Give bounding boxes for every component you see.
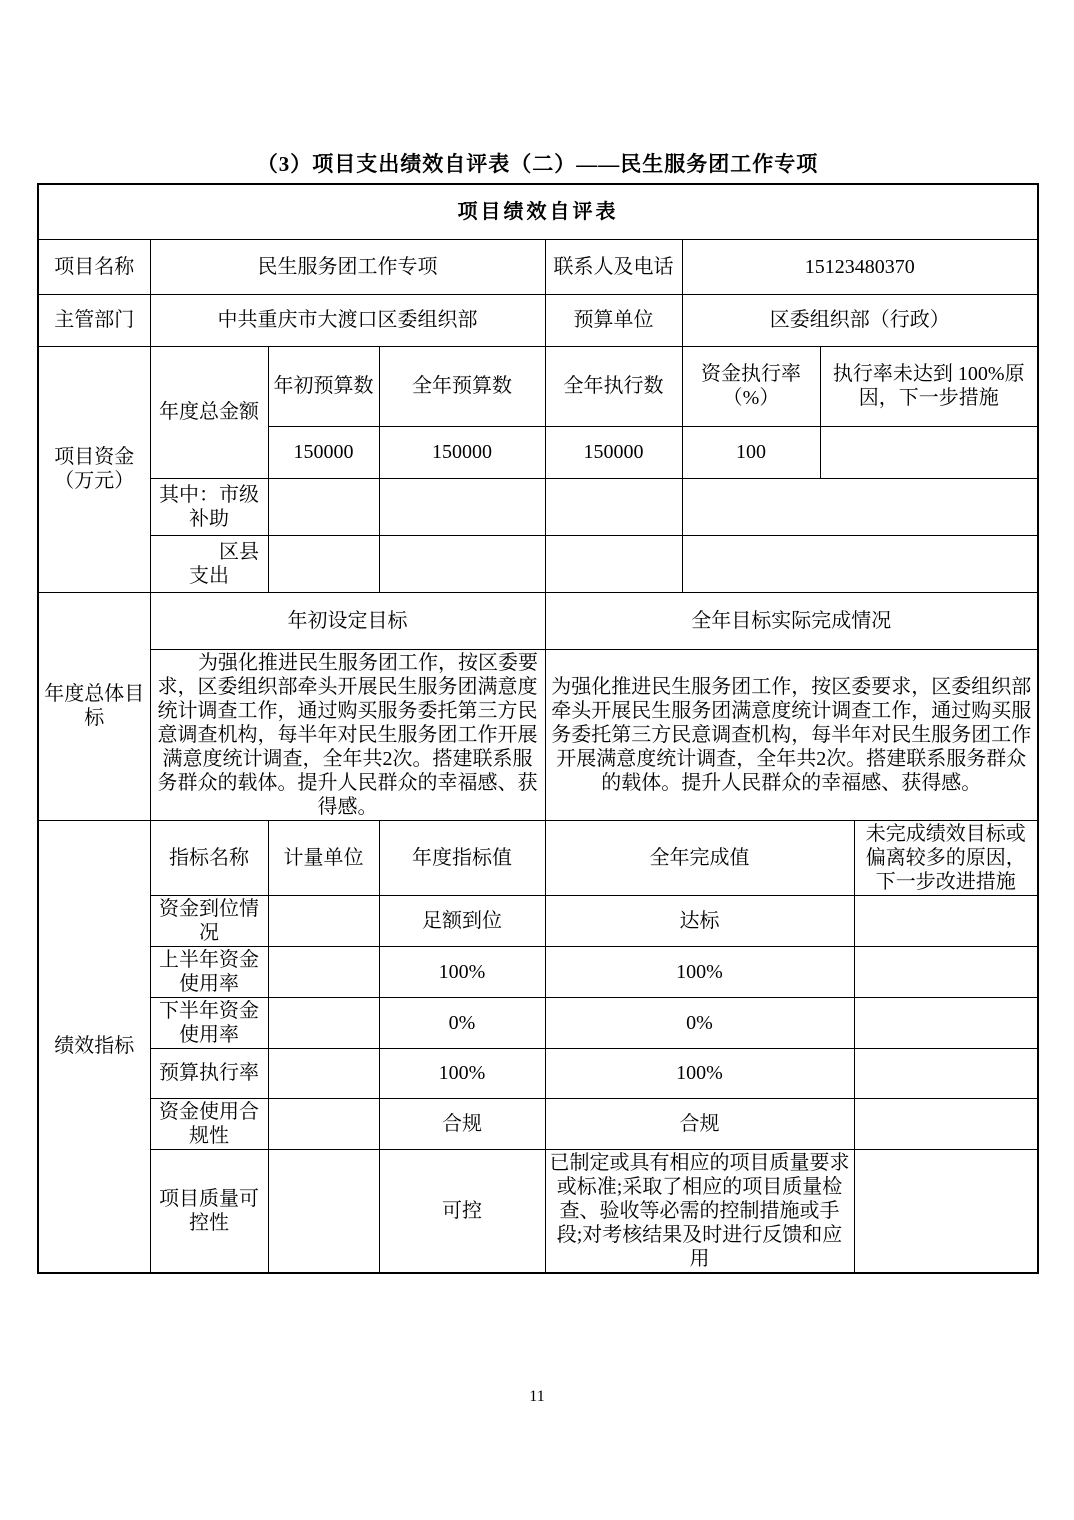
funding-header-reason: 执行率未达到 100%原因，下一步措施: [820, 346, 1038, 426]
empty-cell: [545, 535, 682, 592]
indicator-header-reason: 未完成绩效目标或偏离较多的原因，下一步改进措施: [854, 820, 1038, 895]
funding-annual-execution-value: 150000: [545, 426, 682, 478]
page-number: 11: [529, 1388, 545, 1405]
indicator-row-funds-in-place: [38, 895, 1038, 946]
indicator-reason: [854, 946, 1038, 997]
department-label: 主管部门: [38, 294, 150, 346]
funding-header-execution-rate: 资金执行率（%）: [682, 346, 820, 426]
goals-header-row: [38, 592, 1038, 649]
indicator-unit: [268, 997, 379, 1048]
indicator-unit: [268, 1098, 379, 1149]
indicator-name: 预算执行率: [150, 1048, 268, 1098]
indicator-row-budget-execution: [38, 1048, 1038, 1098]
empty-cell: [682, 535, 1038, 592]
empty-cell: [379, 478, 545, 535]
document-heading: （3）项目支出绩效自评表（二）——民生服务团工作专项: [256, 152, 819, 176]
funding-header-annual-execution: 全年执行数: [545, 346, 682, 426]
indicator-target: 足额到位: [379, 895, 545, 946]
indicator-row-h2-usage: [38, 997, 1038, 1048]
indicator-header-actual: 全年完成值: [545, 820, 854, 895]
performance-self-evaluation-table: [37, 183, 1039, 1274]
budget-unit-label: 预算单位: [545, 294, 682, 346]
goals-completion-text: 为强化推进民生服务团工作，按区委要求，区委组织部牵头开展民生服务团满意度统计调查工作，通过购买服务委托第三方民意调查机构，每半年对民生服务团工作开展满意度统计调查，全年共2次。搭建联系服务群众的载体。提升人民群众的幸福感、获得感。: [545, 649, 1038, 820]
funding-reason-value: [820, 426, 1038, 478]
department-row: [38, 294, 1038, 346]
municipal-subsidy-row: [38, 478, 1038, 535]
funding-header-initial-budget: 年初预算数: [268, 346, 379, 426]
indicator-actual: 0%: [545, 997, 854, 1048]
indicator-name: 上半年资金使用率: [150, 946, 268, 997]
budget-unit-value: 区委组织部（行政）: [682, 294, 1038, 346]
table-title: 项目绩效自评表: [38, 184, 1038, 239]
district-expenditure-label: 区县支出: [150, 535, 268, 592]
indicator-reason: [854, 997, 1038, 1048]
indicator-reason: [854, 895, 1038, 946]
funding-execution-rate-value: 100: [682, 426, 820, 478]
goals-completion-header: 全年目标实际完成情况: [545, 592, 1038, 649]
indicator-actual: 合规: [545, 1098, 854, 1149]
indicator-row-fund-compliance: [38, 1098, 1038, 1149]
indicators-header-row: [38, 820, 1038, 895]
funding-annual-budget-value: 150000: [379, 426, 545, 478]
indicator-name: 资金到位情况: [150, 895, 268, 946]
contact-label: 联系人及电话: [545, 239, 682, 294]
indicator-target: 100%: [379, 1048, 545, 1098]
indicator-reason: [854, 1149, 1038, 1273]
indicator-target: 100%: [379, 946, 545, 997]
goals-text-row: [38, 649, 1038, 820]
indicator-actual: 100%: [545, 1048, 854, 1098]
indicator-header-name: 指标名称: [150, 820, 268, 895]
indicator-name: 下半年资金使用率: [150, 997, 268, 1048]
indicator-name: 项目质量可控性: [150, 1149, 268, 1273]
project-name-label: 项目名称: [38, 239, 150, 294]
indicator-row-h1-usage: [38, 946, 1038, 997]
annual-total-label: 年度总金额: [150, 346, 268, 478]
indicator-actual: 已制定或具有相应的项目质量要求或标准;采取了相应的项目质量检查、验收等必需的控制措施或手段;对考核结果及时进行反馈和应用: [545, 1149, 854, 1273]
indicator-unit: [268, 1048, 379, 1098]
indicator-target: 可控: [379, 1149, 545, 1273]
indicator-target: 合规: [379, 1098, 545, 1149]
funding-initial-budget-value: 150000: [268, 426, 379, 478]
goals-section-label: 年度总体目标: [38, 592, 150, 820]
project-name-row: [38, 239, 1038, 294]
indicator-header-target: 年度指标值: [379, 820, 545, 895]
funding-section-label: 项目资金（万元）: [38, 346, 150, 592]
goals-initial-header: 年初设定目标: [150, 592, 545, 649]
project-name-value: 民生服务团工作专项: [150, 239, 545, 294]
empty-cell: [268, 535, 379, 592]
empty-cell: [268, 478, 379, 535]
indicator-reason: [854, 1098, 1038, 1149]
empty-cell: [682, 478, 1038, 535]
municipal-subsidy-label: 其中：市级补助: [150, 478, 268, 535]
department-value: 中共重庆市大渡口区委组织部: [150, 294, 545, 346]
indicator-reason: [854, 1048, 1038, 1098]
contact-value: 15123480370: [682, 239, 1038, 294]
indicator-header-unit: 计量单位: [268, 820, 379, 895]
indicator-unit: [268, 946, 379, 997]
goals-initial-text: 为强化推进民生服务团工作，按区委要求，区委组织部牵头开展民生服务团满意度统计调查工作，通过购买服务委托第三方民意调查机构，每半年对民生服务团工作开展满意度统计调查，全年共2次。搭建联系服务群众的载体。提升人民群众的幸福感、获得感。: [150, 649, 545, 820]
indicators-section-label: 绩效指标: [38, 820, 150, 1273]
indicator-unit: [268, 895, 379, 946]
empty-cell: [545, 478, 682, 535]
indicator-actual: 达标: [545, 895, 854, 946]
indicator-actual: 100%: [545, 946, 854, 997]
funding-header-row: [38, 346, 1038, 426]
indicator-target: 0%: [379, 997, 545, 1048]
table-title-row: [38, 184, 1038, 239]
district-expenditure-row: [38, 535, 1038, 592]
empty-cell: [379, 535, 545, 592]
indicator-unit: [268, 1149, 379, 1273]
indicator-name: 资金使用合规性: [150, 1098, 268, 1149]
funding-header-annual-budget: 全年预算数: [379, 346, 545, 426]
indicator-row-quality-control: [38, 1149, 1038, 1273]
